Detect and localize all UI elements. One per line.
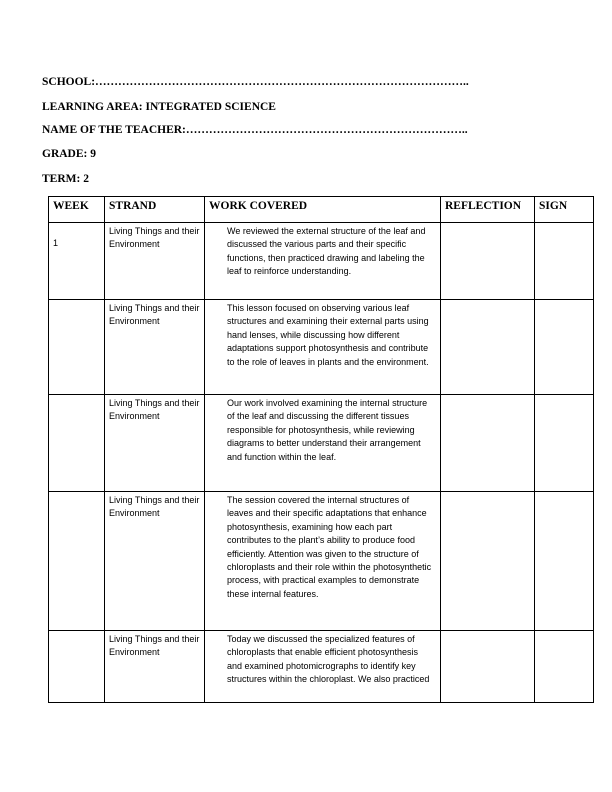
column-header-strand: STRAND — [105, 197, 205, 223]
strand-cell: Living Things and their Environment — [105, 223, 205, 300]
sign-cell — [535, 492, 594, 631]
strand-cell: Living Things and their Environment — [105, 300, 205, 395]
column-header-work-covered: WORK COVERED — [205, 197, 441, 223]
column-header-sign: SIGN — [535, 197, 594, 223]
school-field: SCHOOL:…………………………………………………………………………………….. — [42, 76, 469, 88]
table-row — [49, 395, 594, 492]
work-record-table — [48, 196, 594, 703]
reflection-cell — [441, 631, 535, 703]
term: TERM: 2 — [42, 173, 89, 185]
work-covered-cell: Today we discussed the specialized features of chloroplasts that enable efficient photosynthesis and examined photomicrographs to identify key structures within the chloroplast. We also practiced — [205, 631, 441, 703]
week-cell — [49, 395, 105, 492]
sign-cell — [535, 395, 594, 492]
week-cell — [49, 631, 105, 703]
column-header-reflection: REFLECTION — [441, 197, 535, 223]
grade: GRADE: 9 — [42, 148, 96, 160]
week-cell — [49, 492, 105, 631]
sign-cell — [535, 631, 594, 703]
work-covered-cell: Our work involved examining the internal structure of the leaf and discussing the different tissues responsible for photosynthesis, while reviewing diagrams to better understand their arrangement and function within the leaf. — [205, 395, 441, 492]
teacher-name-field: NAME OF THE TEACHER:……………………………………………………………….. — [42, 124, 468, 136]
reflection-cell — [441, 300, 535, 395]
sign-cell — [535, 223, 594, 300]
reflection-cell — [441, 223, 535, 300]
learning-area: LEARNING AREA: INTEGRATED SCIENCE — [42, 101, 276, 113]
work-covered-cell: This lesson focused on observing various leaf structures and examining their external parts using hand lenses, while discussing how different adaptations support photosynthesis and contribute to the role of leaves in plants and the environment. — [205, 300, 441, 395]
week-cell: 1 — [49, 223, 105, 300]
work-covered-cell: The session covered the internal structures of leaves and their specific adaptations that enhance photosynthesis, examining how each part contributes to the plant’s ability to produce food efficiently. Attention was given to the structure of chloroplasts and their role within the photosynthetic process, with practical examples to demonstrate these internal features. — [205, 492, 441, 631]
table-row — [49, 631, 594, 703]
strand-cell: Living Things and their Environment — [105, 395, 205, 492]
table-row — [49, 492, 594, 631]
reflection-cell — [441, 492, 535, 631]
table-header-row — [49, 197, 594, 223]
strand-cell: Living Things and their Environment — [105, 631, 205, 703]
table-row — [49, 300, 594, 395]
table-row — [49, 223, 594, 300]
sign-cell — [535, 300, 594, 395]
reflection-cell — [441, 395, 535, 492]
week-cell — [49, 300, 105, 395]
work-covered-cell: We reviewed the external structure of the leaf and discussed the various parts and their specific functions, then practiced drawing and labeling the leaf to reinforce understanding. — [205, 223, 441, 300]
column-header-week: WEEK — [49, 197, 105, 223]
strand-cell: Living Things and their Environment — [105, 492, 205, 631]
